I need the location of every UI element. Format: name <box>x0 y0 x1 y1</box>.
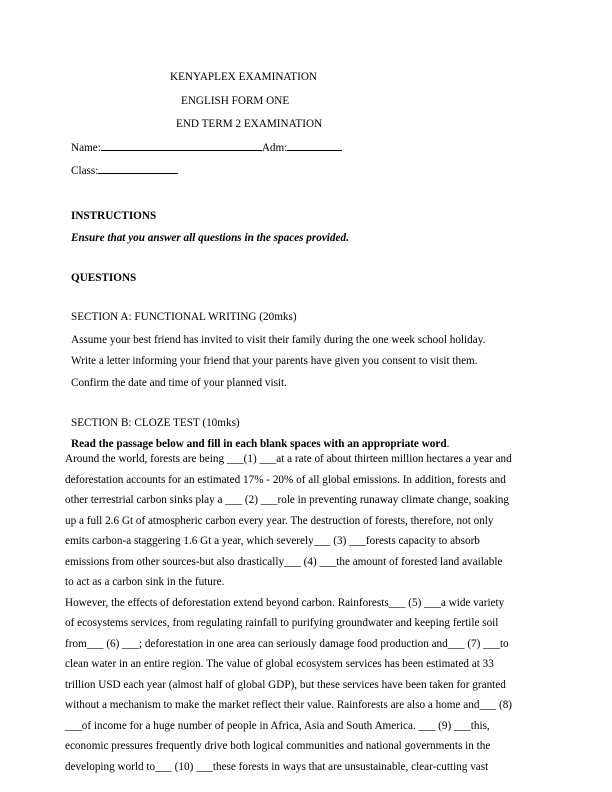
section-b-instruction-row <box>71 437 449 451</box>
passage-line-1: Around the world, forests are being ___(1) ___at a rate of about thirteen million hectares a year and <box>65 453 512 465</box>
adm-field[interactable] <box>287 140 342 151</box>
section-a-line-1: Assume your best friend has invited to visit their family during the one week school holiday. <box>71 334 486 346</box>
name-label: Name: <box>71 142 101 154</box>
passage-line-2: deforestation accounts for an estimated 17% - 20% of all global emissions. In addition, forests and <box>65 474 506 486</box>
passage-line-5: emits carbon-a staggering 1.6 Gt a year, which severely___ (3) ___forests capacity to absorb <box>65 535 480 547</box>
section-b-instruction: Read the passage below and fill in each blank spaces with an appropriate word <box>71 438 447 450</box>
header-line-2: ENGLISH FORM ONE <box>181 95 290 107</box>
passage-line-4: up a full 2.6 Gt of atmospheric carbon every year. The destruction of forests, therefore, not only <box>65 515 494 527</box>
instructions-text: Ensure that you answer all questions in the spaces provided. <box>71 232 349 244</box>
passage-line-16: developing world to___ (10) ___these forests in ways that are unsustainable, clear-cutting vast <box>65 761 489 773</box>
header-line-1: KENYAPLEX EXAMINATION <box>170 71 317 83</box>
passage-line-6: emissions from other sources-but also drastically___ (4) ___the amount of forested land available <box>65 556 503 568</box>
adm-label: Adm: <box>261 142 288 154</box>
header-line-3: END TERM 2 EXAMINATION <box>176 118 323 130</box>
section-a-line-3: Confirm the date and time of your planned visit. <box>71 377 287 389</box>
passage-line-7: to act as a carbon sink in the future. <box>65 576 225 588</box>
passage-line-14: ___of income for a huge number of people in Africa, Asia and South America. ___ (9) ___this, <box>65 720 490 732</box>
questions-heading: QUESTIONS <box>71 272 137 284</box>
passage-line-10: from___ (6) ___; deforestation in one area can seriously damage food production and___ (7) ___to <box>65 638 509 650</box>
passage-line-3: other terrestrial carbon sinks play a ___ (2) ___role in preventing runaway climate change, soaking <box>65 494 509 506</box>
passage-line-12: trillion USD each year (almost half of global GDP), but these services have been taken for granted <box>65 679 506 691</box>
class-field[interactable] <box>98 163 178 174</box>
passage-line-9: of ecosystems services, from regulating rainfall to purifying groundwater and keeping fertile soil <box>65 617 499 629</box>
section-b-instruction-end: . <box>446 438 450 450</box>
passage-line-8: However, the effects of deforestation extend beyond carbon. Rainforests___ (5) ___a wide variety <box>65 597 505 609</box>
passage-line-11: clean water in an entire region. The value of global ecosystem services has been estimated at 33 <box>65 658 494 670</box>
passage-line-15: economic pressures frequently drive both logical communities and national governments in the <box>65 740 491 752</box>
name-field[interactable] <box>101 140 262 151</box>
instructions-heading: INSTRUCTIONS <box>71 210 157 222</box>
section-b-heading: SECTION B: CLOZE TEST (10mks) <box>71 417 240 429</box>
section-a-line-2: Write a letter informing your friend that your parents have given you consent to visit them. <box>71 355 478 367</box>
passage-line-13: without a mechanism to make the market reflect their value. Rainforests are also a home and___ (8) <box>65 699 513 711</box>
class-row <box>71 163 178 178</box>
section-a-heading: SECTION A: FUNCTIONAL WRITING (20mks) <box>71 311 297 323</box>
class-label: Class: <box>71 165 99 177</box>
name-adm-row <box>71 140 342 155</box>
